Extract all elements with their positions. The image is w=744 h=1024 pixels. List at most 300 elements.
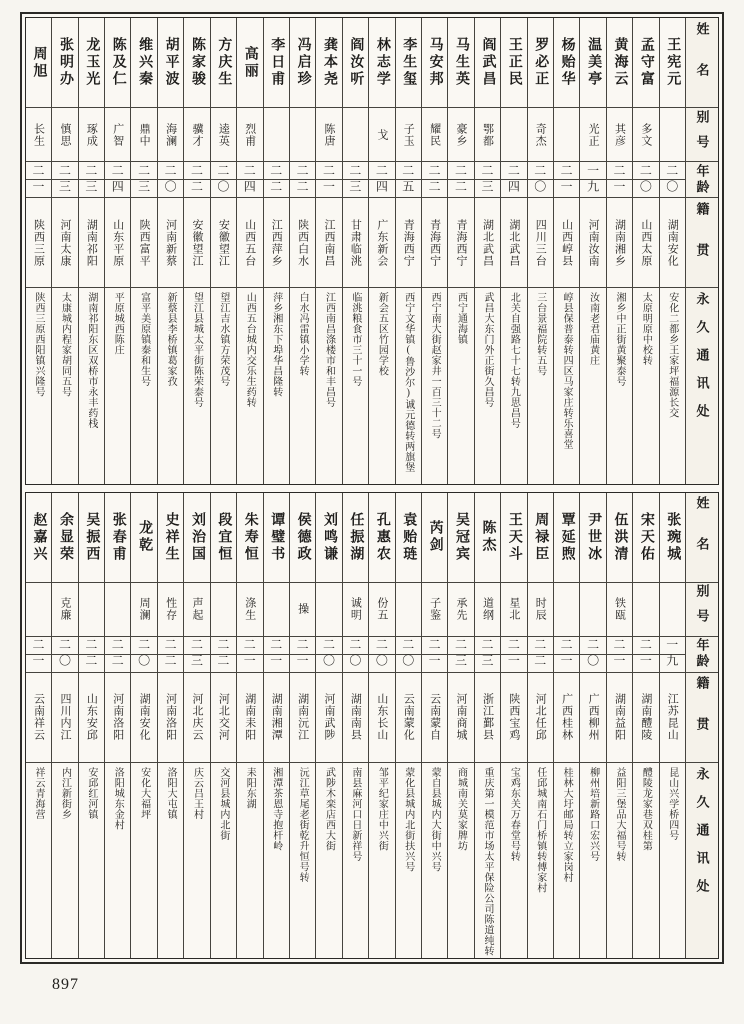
name-text: 王宪元 xyxy=(665,37,681,88)
person-column xyxy=(157,18,183,484)
address-text: 洛阳大屯镇 xyxy=(165,766,177,819)
address-text: 宝鸡东关万春堂号转 xyxy=(508,766,520,861)
origin-text: 云南祥云 xyxy=(32,693,45,741)
origin-cell xyxy=(316,198,341,288)
alias-cell xyxy=(396,583,421,637)
name-cell xyxy=(264,18,289,108)
address-text: 南县麻河口日新祥号 xyxy=(349,766,361,861)
name-text: 王天斗 xyxy=(506,511,522,563)
origin-text: 甘肃临洮 xyxy=(349,218,362,267)
age-text: 二一 xyxy=(31,638,46,670)
age-text: 一九 xyxy=(664,638,679,670)
origin-cell xyxy=(369,673,394,763)
name-cell xyxy=(448,493,473,583)
age-cell xyxy=(607,162,632,198)
address-cell xyxy=(316,763,341,959)
origin-cell xyxy=(52,673,77,763)
origin-text: 广西柳州 xyxy=(587,693,600,741)
person-column xyxy=(368,18,394,484)
name-cell xyxy=(607,493,632,583)
alias-text: 海澜 xyxy=(164,122,177,147)
name-text: 袁贻琏 xyxy=(401,511,417,563)
address-cell xyxy=(475,288,500,484)
name-cell xyxy=(580,493,605,583)
age-text: 二二 xyxy=(163,638,178,670)
address-cell xyxy=(448,763,473,959)
name-text: 张琬城 xyxy=(665,511,681,563)
age-cell xyxy=(316,637,341,673)
address-text: 陕西三原西阳镇兴隆号 xyxy=(33,292,45,397)
alias-cell xyxy=(580,583,605,637)
address-cell xyxy=(475,763,500,959)
name-cell xyxy=(343,18,368,108)
origin-cell xyxy=(633,198,658,288)
age-cell xyxy=(237,162,262,198)
age-text: 二二 xyxy=(215,638,230,670)
address-text: 山西五台城内交乐生药转 xyxy=(244,292,256,408)
person-column xyxy=(315,493,341,959)
alias-text: 鼎中 xyxy=(138,122,151,147)
age-text: 二三 xyxy=(136,163,151,196)
address-cell xyxy=(396,763,421,959)
origin-cell xyxy=(686,673,718,763)
origin-text: 广东新会 xyxy=(375,218,388,267)
age-text: 二二 xyxy=(189,163,204,196)
origin-text: 江西萍乡 xyxy=(270,218,283,267)
name-text: 方庆生 xyxy=(216,37,232,88)
name-cell xyxy=(396,18,421,108)
address-text: 交河县城内北街 xyxy=(217,766,229,840)
origin-cell xyxy=(422,198,447,288)
address-text: 桂林大圩邮局转立家岗村 xyxy=(561,766,573,882)
alias-cell xyxy=(105,108,130,162)
address-text: 湖南祁阳东区双桥市永丰药栈 xyxy=(85,292,97,429)
name-text: 龙乾 xyxy=(137,520,153,554)
age-cell xyxy=(26,637,51,673)
age-text: 二五 xyxy=(400,163,415,196)
alias-cell xyxy=(316,583,341,637)
origin-text: 湖北武昌 xyxy=(481,218,494,267)
origin-cell xyxy=(448,673,473,763)
name-cell xyxy=(290,493,315,583)
origin-cell xyxy=(184,198,209,288)
name-cell xyxy=(554,18,579,108)
person-column xyxy=(26,18,51,484)
address-text: 安邱红河镇 xyxy=(85,766,97,819)
alias-text: 时辰 xyxy=(534,597,547,621)
origin-cell xyxy=(422,673,447,763)
origin-cell xyxy=(158,198,183,288)
address-cell xyxy=(237,763,262,959)
age-text: 二三 xyxy=(453,638,468,670)
age-cell xyxy=(369,637,394,673)
name-cell xyxy=(79,493,104,583)
name-text: 吴冠宾 xyxy=(454,511,470,563)
origin-cell xyxy=(290,673,315,763)
origin-cell xyxy=(448,198,473,288)
alias-cell xyxy=(633,108,658,162)
age-text: 二〇 xyxy=(638,163,653,196)
alias-cell xyxy=(448,108,473,162)
origin-text: 河北交河 xyxy=(217,693,230,741)
alias-text: 性存 xyxy=(164,597,177,621)
address-text: 安化大福坪 xyxy=(138,766,150,819)
age-text: 二〇 xyxy=(215,163,230,196)
alias-text: 骥才 xyxy=(190,122,203,147)
alias-cell xyxy=(633,583,658,637)
person-column xyxy=(474,493,500,959)
alias-cell xyxy=(52,583,77,637)
age-cell xyxy=(237,637,262,673)
origin-text: 河南武陟 xyxy=(323,693,336,741)
name-text: 谭璧书 xyxy=(269,511,285,563)
name-text: 芮剑 xyxy=(427,520,443,554)
address-cell xyxy=(52,288,77,484)
name-text: 朱寿恒 xyxy=(242,511,258,563)
person-column xyxy=(632,493,658,959)
origin-cell xyxy=(501,673,526,763)
person-column xyxy=(659,493,685,959)
address-text: 崞县保普泰转四区马家庄转乐喜堂 xyxy=(561,292,573,450)
person-column xyxy=(289,18,315,484)
age-cell xyxy=(475,162,500,198)
alias-text: 操 xyxy=(296,603,309,615)
address-text: 任邱城南石门桥镇转傅家村 xyxy=(534,766,546,893)
address-cell xyxy=(396,288,421,484)
person-column xyxy=(236,18,262,484)
address-cell xyxy=(501,763,526,959)
person-column xyxy=(78,18,104,484)
alias-cell xyxy=(528,108,553,162)
age-text: 二〇 xyxy=(585,638,600,670)
origin-cell xyxy=(369,198,394,288)
person-column xyxy=(632,18,658,484)
alias-cell xyxy=(316,108,341,162)
alias-cell xyxy=(26,583,51,637)
address-header-label: 永久通讯处 xyxy=(694,292,710,432)
name-text: 温美亭 xyxy=(586,37,602,88)
name-cell xyxy=(501,493,526,583)
person-column xyxy=(447,18,473,484)
name-cell xyxy=(184,493,209,583)
origin-text: 四川三台 xyxy=(534,218,547,267)
name-cell xyxy=(184,18,209,108)
table-header-column xyxy=(685,493,718,959)
alias-cell xyxy=(369,583,394,637)
address-header-label: 永久通讯处 xyxy=(694,766,710,907)
origin-text: 湖南醴陵 xyxy=(639,693,652,741)
age-text: 二二 xyxy=(453,163,468,196)
table-header-column xyxy=(685,18,718,484)
alias-text: 光正 xyxy=(587,122,600,147)
alias-cell xyxy=(158,108,183,162)
address-cell xyxy=(131,288,156,484)
origin-cell xyxy=(237,198,262,288)
origin-cell xyxy=(105,673,130,763)
address-text: 邹平纪家庄中兴街 xyxy=(376,766,388,851)
alias-cell xyxy=(422,583,447,637)
alias-cell xyxy=(184,108,209,162)
person-column xyxy=(579,493,605,959)
origin-text: 陕西富平 xyxy=(138,218,151,267)
address-text: 柳州培新路口宏兴号 xyxy=(587,766,599,861)
person-column xyxy=(395,493,421,959)
age-cell xyxy=(448,637,473,673)
name-text: 余显荣 xyxy=(57,511,73,563)
address-text: 江西南昌涤楼市和丰昌号 xyxy=(323,292,335,408)
origin-cell xyxy=(660,198,685,288)
address-text: 商城南关莫家牌坊 xyxy=(455,766,467,851)
name-header-label: 姓名 xyxy=(694,21,710,104)
alias-cell xyxy=(290,583,315,637)
age-text: 二一 xyxy=(506,638,521,670)
origin-cell xyxy=(316,673,341,763)
age-text: 二一 xyxy=(242,638,257,670)
age-cell xyxy=(686,637,718,673)
origin-text: 河南洛阳 xyxy=(111,693,124,741)
name-cell xyxy=(158,493,183,583)
age-text: 二三 xyxy=(57,163,72,196)
name-cell xyxy=(422,493,447,583)
age-cell xyxy=(633,162,658,198)
name-text: 李日甫 xyxy=(269,37,285,88)
person-column xyxy=(527,493,553,959)
alias-text: 铁瓯 xyxy=(613,597,626,621)
origin-text: 湖南沅江 xyxy=(296,693,309,741)
origin-header-label: 籍贯 xyxy=(694,676,710,758)
person-column xyxy=(421,18,447,484)
origin-cell xyxy=(79,198,104,288)
age-text: 二一 xyxy=(559,638,574,670)
age-cell xyxy=(343,637,368,673)
address-text: 重庆第一模范市场太平保险公司陈道纯转 xyxy=(481,766,493,956)
address-text: 醴陵龙家巷双桂第 xyxy=(640,766,652,851)
address-text: 新蔡县李桥镇葛家孜 xyxy=(165,292,177,387)
origin-cell xyxy=(237,673,262,763)
alias-text: 戈 xyxy=(375,128,388,141)
age-cell xyxy=(211,162,236,198)
age-cell xyxy=(422,637,447,673)
age-cell xyxy=(184,637,209,673)
name-cell xyxy=(237,18,262,108)
address-text: 新会五区竹园学校 xyxy=(376,292,388,376)
origin-cell xyxy=(475,198,500,288)
age-text: 二〇 xyxy=(321,638,336,670)
name-text: 阎汝听 xyxy=(348,37,364,88)
alias-cell xyxy=(686,108,718,162)
origin-cell xyxy=(580,673,605,763)
age-cell xyxy=(131,637,156,673)
address-cell xyxy=(607,763,632,959)
address-text: 庆云吕王村 xyxy=(191,766,203,819)
person-column xyxy=(289,493,315,959)
alias-cell xyxy=(237,583,262,637)
name-text: 林志学 xyxy=(374,37,390,88)
alias-cell xyxy=(607,108,632,162)
alias-cell xyxy=(580,108,605,162)
address-cell xyxy=(184,763,209,959)
alias-cell xyxy=(211,108,236,162)
person-column xyxy=(263,18,289,484)
address-cell xyxy=(184,288,209,484)
address-cell xyxy=(554,763,579,959)
age-cell xyxy=(633,637,658,673)
name-cell xyxy=(554,493,579,583)
name-text: 伍洪清 xyxy=(612,511,628,563)
person-column xyxy=(500,493,526,959)
name-text: 周禄臣 xyxy=(533,511,549,563)
alias-cell xyxy=(264,108,289,162)
alias-text: 鄂都 xyxy=(481,122,494,147)
address-cell xyxy=(79,288,104,484)
age-cell xyxy=(52,162,77,198)
address-cell xyxy=(316,288,341,484)
alias-text: 周澜 xyxy=(138,597,151,621)
age-cell xyxy=(501,162,526,198)
age-text: 二二 xyxy=(427,163,442,196)
address-text: 湘潭茶恩寺抱杆岭 xyxy=(270,766,282,851)
address-cell xyxy=(633,288,658,484)
origin-text: 山东平原 xyxy=(111,218,124,267)
name-text: 覃延煦 xyxy=(559,511,575,563)
origin-text: 山西太原 xyxy=(639,218,652,267)
address-text: 望江吉水镇方荣茂号 xyxy=(217,292,229,387)
age-text: 二二 xyxy=(268,163,283,196)
address-cell xyxy=(660,288,685,484)
name-text: 段宜恒 xyxy=(216,511,232,563)
person-column xyxy=(210,18,236,484)
name-cell xyxy=(26,493,51,583)
page-number: 897 xyxy=(52,976,79,993)
alias-cell xyxy=(158,583,183,637)
address-cell xyxy=(686,288,718,484)
address-cell xyxy=(343,763,368,959)
origin-text: 江西南昌 xyxy=(323,218,336,267)
address-cell xyxy=(105,763,130,959)
person-column xyxy=(342,18,368,484)
origin-cell xyxy=(607,673,632,763)
age-text: 二四 xyxy=(242,163,257,196)
address-text: 安化二都乡王家坪福源长交 xyxy=(666,292,678,418)
alias-text: 多文 xyxy=(639,122,652,147)
origin-text: 湖南益阳 xyxy=(613,693,626,741)
origin-cell xyxy=(475,673,500,763)
age-cell xyxy=(475,637,500,673)
age-cell xyxy=(501,637,526,673)
person-column xyxy=(368,493,394,959)
name-cell xyxy=(528,18,553,108)
name-text: 胡平波 xyxy=(163,37,179,88)
age-cell xyxy=(211,637,236,673)
person-column xyxy=(210,493,236,959)
name-text: 高丽 xyxy=(242,45,258,80)
origin-text: 陕西宝鸡 xyxy=(507,693,520,741)
address-cell xyxy=(554,288,579,484)
age-cell xyxy=(607,637,632,673)
name-text: 刘鸣谦 xyxy=(322,511,338,563)
name-header-label: 姓名 xyxy=(694,496,710,578)
address-cell xyxy=(290,288,315,484)
name-cell xyxy=(633,493,658,583)
origin-cell xyxy=(528,673,553,763)
alias-cell xyxy=(422,108,447,162)
alias-cell xyxy=(686,583,718,637)
alias-cell xyxy=(475,108,500,162)
origin-text: 河北任邱 xyxy=(534,693,547,741)
address-cell xyxy=(211,288,236,484)
address-cell xyxy=(290,763,315,959)
alias-cell xyxy=(554,108,579,162)
name-text: 陈杰 xyxy=(480,520,496,554)
age-text: 二一 xyxy=(559,163,574,196)
alias-text: 豪乡 xyxy=(455,122,468,147)
person-column xyxy=(263,493,289,959)
address-text: 太原明原中校转 xyxy=(640,292,652,366)
origin-text: 河南汝南 xyxy=(587,218,600,267)
name-text: 任振湖 xyxy=(348,511,364,563)
name-text: 阎武昌 xyxy=(480,37,496,88)
person-column xyxy=(78,493,104,959)
address-cell xyxy=(237,288,262,484)
address-text: 祥云青海营 xyxy=(33,766,45,819)
alias-text: 琢成 xyxy=(85,122,98,147)
address-text: 沅江草尾老街乾升恒号转 xyxy=(297,766,309,882)
age-text: 二一 xyxy=(427,638,442,670)
origin-text: 山东长山 xyxy=(375,693,388,741)
name-text: 王正民 xyxy=(506,37,522,88)
person-column xyxy=(395,18,421,484)
name-cell xyxy=(343,493,368,583)
origin-cell xyxy=(131,198,156,288)
age-cell xyxy=(686,162,718,198)
alias-cell xyxy=(290,108,315,162)
person-column xyxy=(315,18,341,484)
age-cell xyxy=(264,162,289,198)
address-text: 武昌大东门外正街久昌号 xyxy=(481,292,493,408)
person-column xyxy=(659,18,685,484)
name-cell xyxy=(369,18,394,108)
directory-table-top xyxy=(25,17,719,485)
address-cell xyxy=(528,288,553,484)
name-cell xyxy=(422,18,447,108)
name-text: 李生玺 xyxy=(401,37,417,88)
address-text: 西宁南大街赵家井一百三十二号 xyxy=(429,292,441,439)
name-cell xyxy=(528,493,553,583)
address-text: 蒙自县城内大街中兴号 xyxy=(429,766,441,872)
alias-cell xyxy=(660,108,685,162)
alias-text: 广智 xyxy=(111,122,124,147)
age-text: 二四 xyxy=(110,163,125,196)
address-cell xyxy=(131,763,156,959)
age-cell xyxy=(422,162,447,198)
alias-text: 子玉 xyxy=(402,122,415,147)
person-column xyxy=(342,493,368,959)
origin-cell xyxy=(26,673,51,763)
address-text: 三台景福院转五号 xyxy=(534,292,546,376)
alias-text: 克廉 xyxy=(58,597,71,621)
origin-cell xyxy=(158,673,183,763)
person-column xyxy=(157,493,183,959)
origin-cell xyxy=(660,673,685,763)
name-text: 史祥生 xyxy=(163,511,179,563)
age-cell xyxy=(660,637,685,673)
address-cell xyxy=(26,288,51,484)
age-cell xyxy=(158,162,183,198)
alias-cell xyxy=(264,583,289,637)
origin-cell xyxy=(211,198,236,288)
address-cell xyxy=(607,288,632,484)
name-text: 龚本尧 xyxy=(322,37,338,88)
